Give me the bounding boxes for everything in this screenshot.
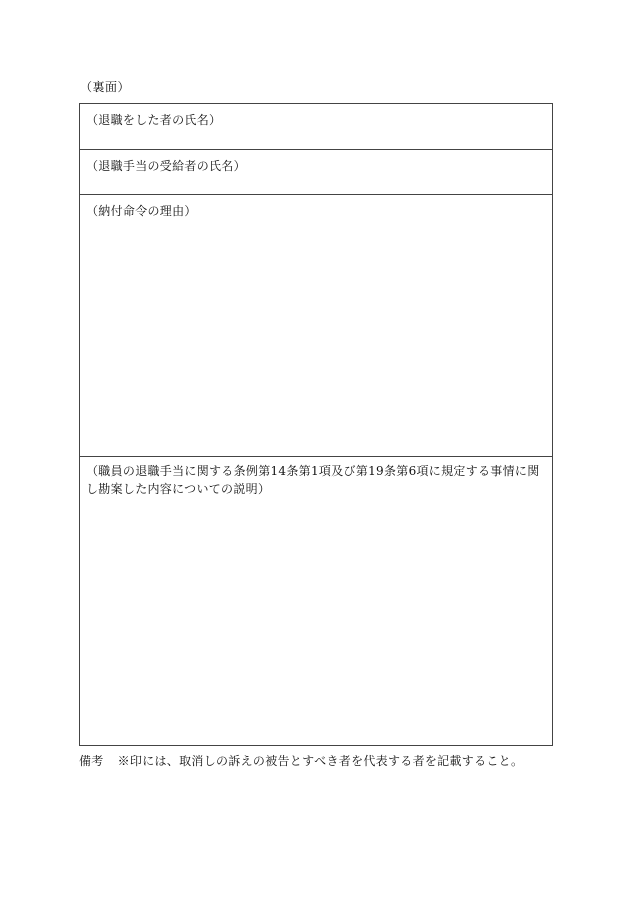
remarks-label: 備考 [79, 754, 104, 768]
page-heading: （裏面） [80, 80, 131, 94]
considerations-explanation-row[interactable] [80, 457, 552, 745]
considerations-explanation-label: （職員の退職手当に関する条例第14条第1項及び第19条第6項に規定する事情に関し勘案した内容についての説明） [86, 464, 540, 496]
remarks-text: ※印には、取消しの訴えの被告とすべき者を代表する者を記載すること。 [117, 754, 524, 768]
payment-order-reason-row[interactable] [80, 195, 552, 457]
retiree-name-row[interactable] [80, 104, 552, 150]
remarks [79, 754, 523, 768]
retiree-name-label: （退職をした者の氏名） [86, 113, 222, 127]
payment-order-reason-label: （納付命令の理由） [86, 204, 197, 218]
recipient-name-row[interactable] [80, 150, 552, 195]
form-table [79, 103, 553, 746]
recipient-name-label: （退職手当の受給者の氏名） [86, 159, 246, 173]
